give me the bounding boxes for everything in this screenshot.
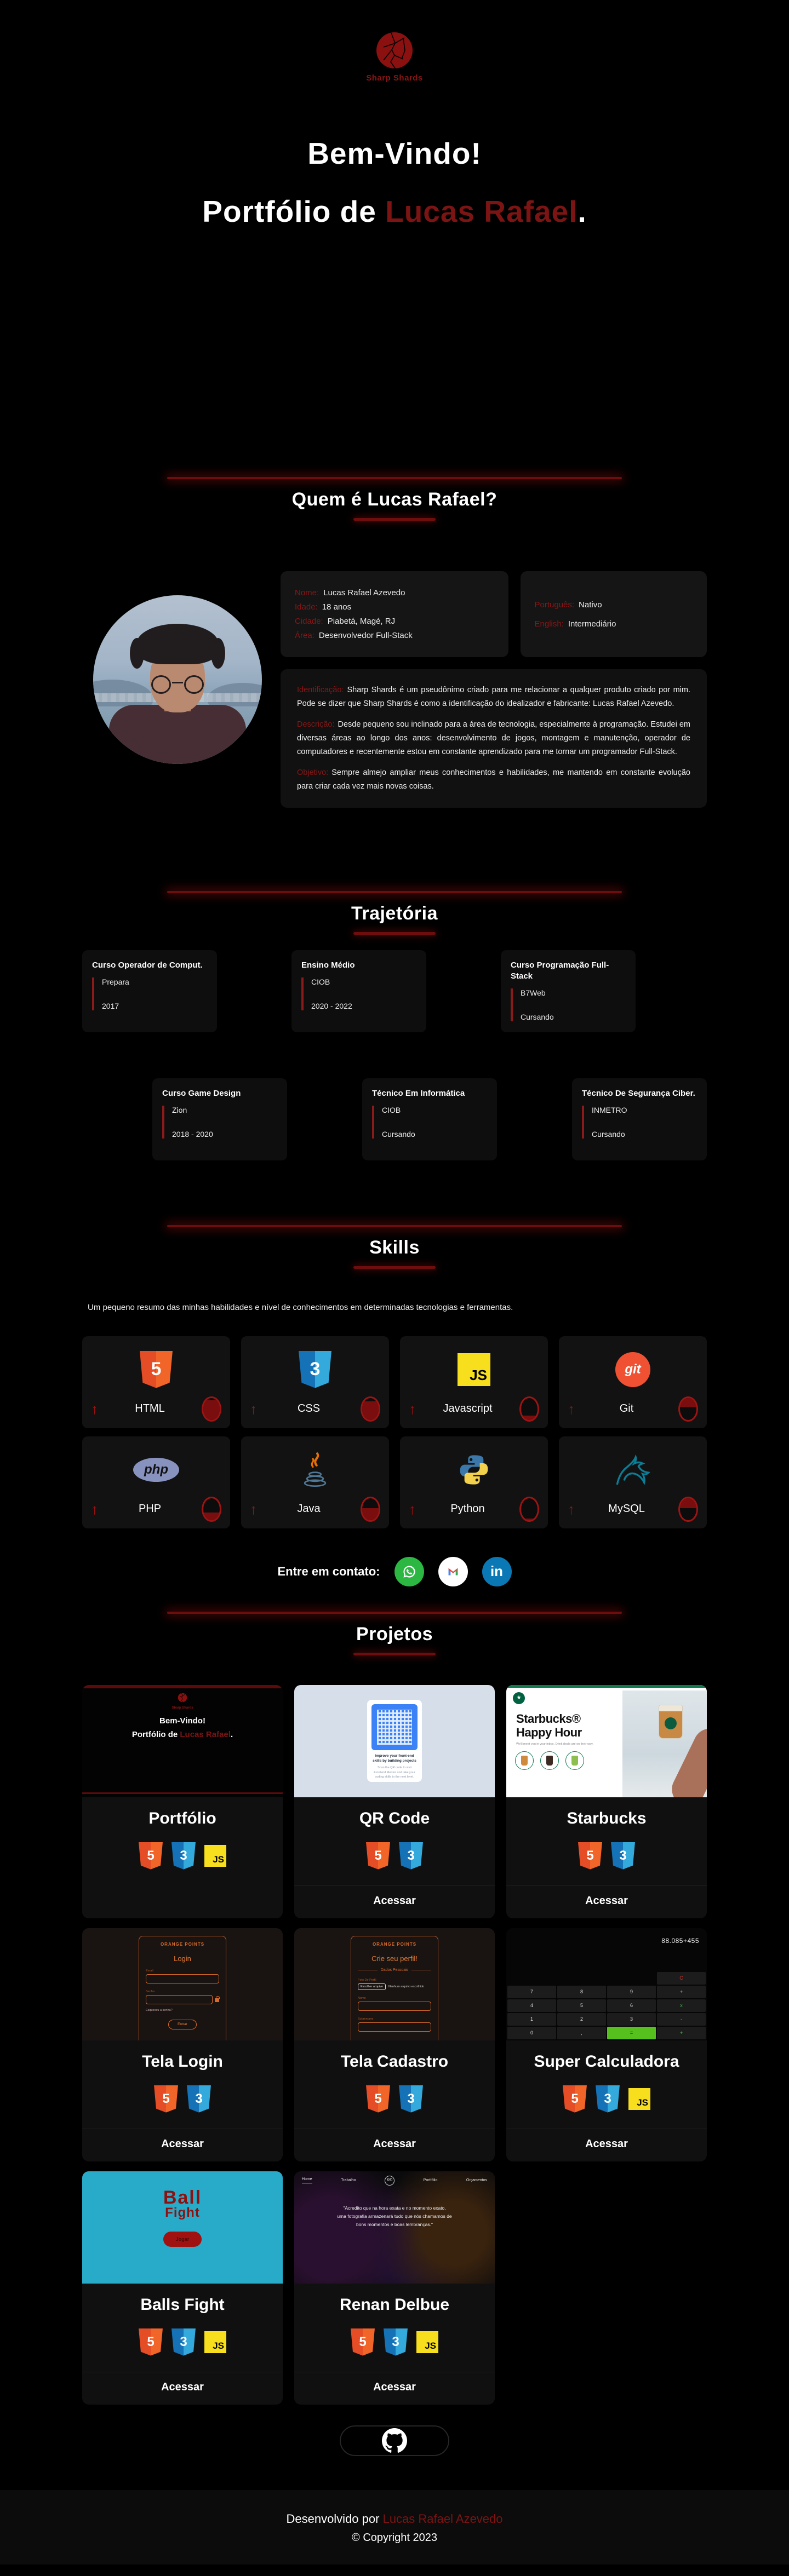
entrar-button-preview: Entrar xyxy=(168,2020,197,2029)
info-area: Área: Desenvolvedor Full-Stack xyxy=(295,631,413,640)
trajectory-period: Cursando xyxy=(592,1129,625,1138)
info-idade: Idade: 18 anos xyxy=(295,602,352,612)
starbucks-logo-icon xyxy=(513,1692,525,1704)
project-title: Tela Login xyxy=(142,2052,223,2071)
access-link[interactable]: Acessar xyxy=(373,2381,416,2393)
project-title: Balls Fight xyxy=(140,2295,225,2314)
access-link[interactable]: Acessar xyxy=(373,2137,416,2150)
trajectory-org: INMETRO xyxy=(592,1105,627,1114)
skill-card-css: 3 ↑ CSS xyxy=(241,1336,389,1428)
skills-grid xyxy=(82,1336,707,1528)
trajectory-section xyxy=(0,891,789,1160)
section-underline xyxy=(353,932,436,935)
up-arrow-icon: ↑ xyxy=(568,1400,575,1417)
project-title: Renan Delbue xyxy=(339,2295,450,2314)
project-preview-qr-code: Improve your front-end skills by building projects Scan the QR code to visit Frontend Mentor and take your coding skills to the next level. xyxy=(294,1685,495,1797)
project-card-tela-login xyxy=(82,1928,283,2161)
project-tech-icons xyxy=(294,2328,495,2356)
footer-dev-name: Lucas Rafael Azevedo xyxy=(382,2511,503,2526)
contact-label: Entre em contato: xyxy=(277,1564,380,1578)
css3-icon: 3 xyxy=(384,2328,408,2356)
gmail-icon[interactable] xyxy=(438,1557,468,1586)
project-tech-icons xyxy=(82,1842,283,1870)
css3-icon: 3 xyxy=(171,1842,196,1870)
project-tech-icons xyxy=(294,1842,495,1870)
bio-identificacao: Identificação: Sharp Shards é um pseudônimo criado para me relacionar a qualquer produto criado por mim. Pode se dizer que Sharp Shards é como a identificação do idealizador e fabricante: Lucas Rafael Azevedo. xyxy=(297,686,690,708)
skill-level-gauge xyxy=(678,1497,698,1522)
skill-level-gauge xyxy=(678,1396,698,1422)
python-icon xyxy=(456,1452,491,1487)
bio-objetivo: Objetivo: Sempre almejo ampliar meus conhecimentos e habilidades, me mantendo em constante evolução para criar cada vez mais novas coisas. xyxy=(297,768,690,791)
javascript-icon: JS xyxy=(416,2331,438,2353)
trajectory-card: Curso Operador de Comput. Prepara 2017 xyxy=(82,950,217,1032)
jogar-button-preview: Jogar xyxy=(163,2232,202,2247)
linkedin-icon[interactable]: in xyxy=(482,1557,512,1586)
up-arrow-icon: ↑ xyxy=(91,1400,98,1417)
project-tech-icons xyxy=(294,2085,495,2113)
github-button[interactable] xyxy=(340,2425,449,2456)
project-card-balls-fight xyxy=(82,2171,283,2405)
bio-card xyxy=(281,669,707,808)
footer-credit: Desenvolvido por Lucas Rafael Azevedo xyxy=(286,2511,503,2526)
hero-portfolio-title: Portfólio de Lucas Rafael. xyxy=(202,194,587,228)
calculator-display: 88.085+455 xyxy=(661,1936,699,1945)
project-title: Starbucks xyxy=(567,1809,647,1827)
skills-subtitle: Um pequeno resumo das minhas habilidades e nível de conhecimentos em determinadas tecnologias e ferramentas. xyxy=(88,1302,513,1312)
trajectory-period: Cursando xyxy=(382,1129,415,1138)
trajectory-card: Curso Game Design Zion 2018 - 2020 xyxy=(152,1078,287,1160)
html5-icon: 5 xyxy=(140,1351,173,1388)
starbucks-photo xyxy=(622,1691,707,1797)
skill-card-git: git ↑ Git xyxy=(559,1336,707,1428)
about-title: Quem é Lucas Rafael? xyxy=(291,489,498,510)
footer-copyright: © Copyright 2023 xyxy=(352,2531,437,2544)
lock-icon xyxy=(215,1998,219,2002)
section-underline xyxy=(353,1266,436,1269)
skill-level-gauge xyxy=(361,1497,380,1522)
css3-icon: 3 xyxy=(399,1842,423,1870)
project-title: QR Code xyxy=(359,1809,430,1827)
html5-icon: 5 xyxy=(139,1842,163,1870)
section-divider-line xyxy=(167,1225,622,1227)
projects-title: Projetos xyxy=(356,1623,433,1645)
trajectory-org: B7Web xyxy=(521,988,546,998)
section-underline xyxy=(353,1653,436,1655)
css3-icon: 3 xyxy=(611,1842,635,1870)
html5-icon: 5 xyxy=(578,1842,602,1870)
contact-row xyxy=(0,1557,789,1586)
qr-code-image xyxy=(371,1704,418,1750)
site-header xyxy=(0,0,789,83)
html5-icon: 5 xyxy=(366,2085,390,2113)
trajectory-card: Técnico De Segurança Ciber. INMETRO Cursando xyxy=(572,1078,707,1160)
calculator-keys: C 7 8 9 + 4 5 6 x 1 2 3 - 0 , = + xyxy=(506,1972,707,2040)
personal-info-card xyxy=(281,571,508,657)
info-cidade: Cidade: Piabetá, Magé, RJ xyxy=(295,617,396,626)
project-title: Portfólio xyxy=(148,1809,216,1827)
java-icon xyxy=(300,1452,330,1488)
renan-logo-icon: RD xyxy=(385,2176,395,2186)
html5-icon: 5 xyxy=(139,2328,163,2356)
trajectory-org: CIOB xyxy=(382,1105,401,1114)
trajectory-card: Curso Programação Full-Stack B7Web Cursando xyxy=(501,950,636,1032)
javascript-icon: JS xyxy=(628,2088,650,2110)
trajectory-title: Trajetória xyxy=(351,902,438,924)
css3-icon: 3 xyxy=(299,1351,331,1388)
brand-name: Sharp Shards xyxy=(366,73,423,83)
info-portugues: Português: Nativo xyxy=(534,600,602,610)
skill-card-html: 5 ↑ HTML xyxy=(82,1336,230,1428)
up-arrow-icon: ↑ xyxy=(91,1500,98,1517)
html5-icon: 5 xyxy=(154,2085,178,2113)
trajectory-period: 2020 - 2022 xyxy=(311,1001,352,1010)
trajectory-row-1 xyxy=(82,950,789,1032)
languages-info-card xyxy=(521,571,707,657)
trajectory-card: Técnico Em Informática CIOB Cursando xyxy=(362,1078,497,1160)
renan-nav: Home Trabalho RD Portfólio Orçamentos xyxy=(294,2171,495,2186)
section-underline xyxy=(353,518,436,521)
css3-icon: 3 xyxy=(187,2085,211,2113)
surname-field-preview xyxy=(358,2022,431,2032)
name-field-preview xyxy=(358,2002,431,2011)
skill-card-mysql: ↑ MySQL xyxy=(559,1436,707,1528)
about-info-column xyxy=(281,571,707,808)
skill-level-gauge xyxy=(202,1497,221,1522)
info-nome: Nome: Lucas Rafael Azevedo xyxy=(295,588,405,597)
info-english: English: Intermediário xyxy=(534,619,616,629)
skill-card-php: php ↑ PHP xyxy=(82,1436,230,1528)
git-icon: git xyxy=(615,1352,650,1387)
hero-welcome: Bem-Vindo! xyxy=(307,136,482,170)
project-card-qr-code xyxy=(294,1685,495,1918)
project-card-portfolio xyxy=(82,1685,283,1918)
skills-section xyxy=(0,1225,789,1528)
project-preview-tela-login: ORANGE POINTS Login Email Senha Esqueceu a senha? Entrar xyxy=(82,1928,283,2040)
javascript-icon: JS xyxy=(204,2331,226,2353)
html5-icon: 5 xyxy=(351,2328,375,2356)
css3-icon: 3 xyxy=(596,2085,620,2113)
project-preview-renan-delbue: Home Trabalho RD Portfólio Orçamentos "Acredito que na hora exata e no momento exato, uma fotografia armazenará tudo que nós chamamos de bons momentos e boas lembranças." xyxy=(294,2171,495,2284)
password-field-preview xyxy=(146,1995,213,2004)
project-tech-icons xyxy=(506,1842,707,1870)
javascript-icon: JS xyxy=(458,1353,490,1386)
skill-card-java: ↑ Java xyxy=(241,1436,389,1528)
project-card-starbucks xyxy=(506,1685,707,1918)
sharp-shards-mini-logo-icon xyxy=(178,1693,187,1703)
trajectory-row-2 xyxy=(152,1078,789,1160)
html5-icon: 5 xyxy=(366,1842,390,1870)
project-tech-icons xyxy=(82,2328,283,2356)
about-section-head xyxy=(0,477,789,521)
css3-icon: 3 xyxy=(399,2085,423,2113)
skill-level-gauge xyxy=(361,1396,380,1422)
php-icon: php xyxy=(133,1458,179,1482)
project-title: Tela Cadastro xyxy=(340,2052,449,2071)
section-divider-line xyxy=(167,477,622,479)
file-button-preview: Escolher arquivo xyxy=(358,1983,386,1990)
up-arrow-icon: ↑ xyxy=(250,1500,257,1517)
skill-level-gauge xyxy=(519,1497,539,1522)
javascript-icon: JS xyxy=(204,1845,226,1867)
up-arrow-icon: ↑ xyxy=(568,1500,575,1517)
skill-card-javascript: JS ↑ Javascript xyxy=(400,1336,548,1428)
access-link[interactable]: Acessar xyxy=(585,2137,628,2150)
github-icon xyxy=(382,2428,407,2453)
html5-icon: 5 xyxy=(563,2085,587,2113)
avatar-column xyxy=(93,571,262,764)
project-title: Super Calculadora xyxy=(534,2052,679,2071)
project-preview-balls-fight: Ball Fight Jogar xyxy=(82,2171,283,2284)
project-card-tela-cadastro xyxy=(294,1928,495,2161)
project-preview-starbucks: ★ Starbucks® Happy Hour We'll meet you in your inbox. Drink deals are on their way. xyxy=(506,1685,707,1797)
mysql-icon xyxy=(611,1453,655,1487)
up-arrow-icon: ↑ xyxy=(250,1400,257,1417)
projects-grid xyxy=(82,1685,707,2405)
sharp-shards-logo-icon xyxy=(375,31,414,70)
projects-section xyxy=(0,1612,789,2405)
trajectory-period: 2018 - 2020 xyxy=(172,1129,213,1138)
access-link[interactable]: Acessar xyxy=(585,1894,628,1907)
trajectory-card: Ensino Médio CIOB 2020 - 2022 xyxy=(291,950,426,1032)
project-tech-icons xyxy=(506,2085,707,2113)
access-link[interactable]: Acessar xyxy=(161,2137,204,2150)
trajectory-period: 2017 xyxy=(102,1001,119,1010)
access-link[interactable]: Acessar xyxy=(161,2381,204,2393)
project-card-renan-delbue xyxy=(294,2171,495,2405)
trajectory-org: Prepara xyxy=(102,977,129,986)
project-card-super-calculadora xyxy=(506,1928,707,2161)
bio-descricao: Descrição: Desde pequeno sou inclinado para a área de tecnologia, especialmente à programação. Estudei em diversas áreas ao longo dos anos: desenvolvimento de jogos, montagem e manutenção, operador de computadores e recentemente estou em constante aprendizado para me tornar um programador Full-Stack. xyxy=(297,720,690,756)
trajectory-org: Zion xyxy=(172,1105,187,1114)
hero-name: Lucas Rafael xyxy=(385,194,578,228)
site-footer xyxy=(0,2490,789,2565)
project-preview-calculadora xyxy=(506,1928,707,2040)
access-link[interactable]: Acessar xyxy=(373,1894,416,1907)
section-divider-line xyxy=(167,891,622,893)
css3-icon: 3 xyxy=(171,2328,196,2356)
hero-section xyxy=(0,135,789,229)
about-content xyxy=(82,571,707,808)
section-divider-line xyxy=(167,1612,622,1614)
whatsapp-icon[interactable] xyxy=(395,1557,424,1586)
skill-level-gauge xyxy=(519,1396,539,1422)
info-cards-row xyxy=(281,571,707,657)
skills-title: Skills xyxy=(369,1237,420,1258)
project-tech-icons xyxy=(82,2085,283,2113)
up-arrow-icon: ↑ xyxy=(409,1400,416,1417)
trajectory-period: Cursando xyxy=(521,1013,554,1022)
project-preview-tela-cadastro: ORANGE POINTS Crie seu perfil! Dados Pessoais Foto De Perfil Escolher arquivo Nenhum arquivo escolhido Nome Sobrenome xyxy=(294,1928,495,2040)
email-field-preview xyxy=(146,1974,219,1983)
skill-level-gauge xyxy=(202,1396,221,1422)
up-arrow-icon: ↑ xyxy=(409,1500,416,1517)
project-preview-portfolio: Sharp Shards Bem-Vindo! Portfólio de Lucas Rafael. xyxy=(82,1685,283,1797)
profile-photo xyxy=(93,595,262,764)
skill-card-python: ↑ Python xyxy=(400,1436,548,1528)
trajectory-org: CIOB xyxy=(311,977,330,986)
